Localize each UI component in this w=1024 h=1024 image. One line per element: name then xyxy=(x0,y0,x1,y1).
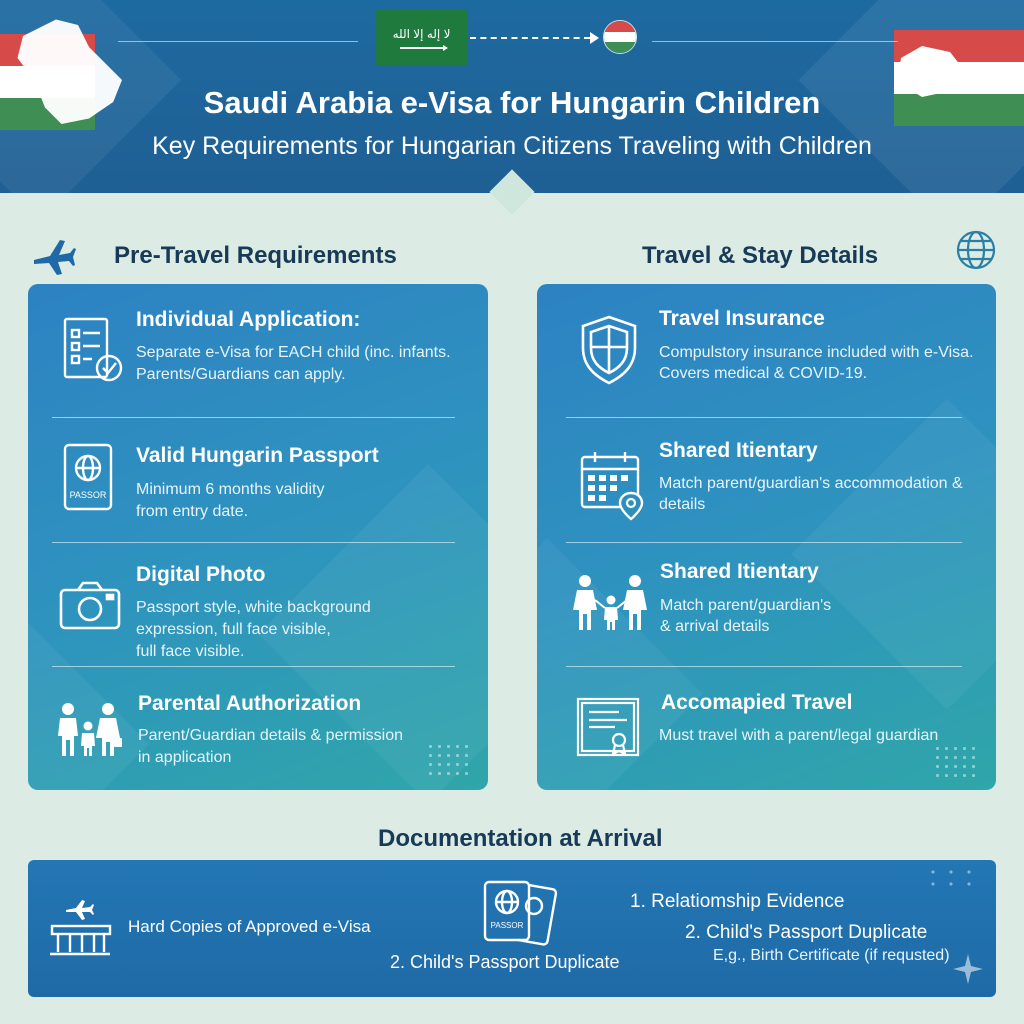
globe-icon xyxy=(955,229,997,271)
item-desc-line: Compulstory insurance included with e-Visa. xyxy=(659,344,974,361)
item-desc-line: details xyxy=(659,496,706,513)
item-desc-line: in application xyxy=(138,749,232,766)
item-title: Parental Authorization xyxy=(138,692,362,715)
family-icon xyxy=(54,702,124,758)
item-title: Shared Itientary xyxy=(660,560,819,583)
dot-pattern xyxy=(924,866,978,890)
travel-stay-panel xyxy=(537,284,996,790)
item-desc-line: Match parent/guardian's accommodation & xyxy=(659,475,963,492)
divider xyxy=(52,666,455,667)
pre-travel-heading: Pre-Travel Requirements xyxy=(114,242,397,269)
item-desc-line: full face visible. xyxy=(136,643,245,660)
dashed-arrow xyxy=(470,37,590,39)
travel-stay-heading: Travel & Stay Details xyxy=(642,242,879,269)
arrival-panel xyxy=(28,860,996,997)
item-desc-line: Separate e-Visa for EACH child (inc. infants. xyxy=(136,344,451,361)
item-desc-line: from entry date. xyxy=(136,503,249,520)
item-title: Travel Insurance xyxy=(659,307,825,330)
passport-stack-icon xyxy=(482,880,558,946)
item-title: Accomapied Travel xyxy=(661,691,853,714)
item-desc-line: Parent/Guardian details & permission xyxy=(138,727,404,744)
passport-duplicate-text: 2. Child's Passport Duplicate xyxy=(390,952,620,972)
child-passport-text: 2. Child's Passport Duplicate xyxy=(685,922,928,943)
relationship-evidence-text: 1. Relatiomship Evidence xyxy=(630,891,845,912)
hungary-flag-circle-icon xyxy=(603,20,637,54)
item-title: Valid Hungarin Passport xyxy=(136,444,379,467)
item-desc-line: Covers medical & COVID-19. xyxy=(659,365,868,382)
passport-icon-label: PASSOR xyxy=(490,921,524,930)
divider xyxy=(566,417,962,418)
arrow-head-icon xyxy=(590,32,599,44)
checklist-icon xyxy=(62,316,124,386)
dot-pattern xyxy=(426,742,470,776)
item-desc-line: Parents/Guardians can apply. xyxy=(136,366,346,383)
item-title: Shared Itientary xyxy=(659,439,818,462)
header-line-right xyxy=(652,41,898,42)
item-title: Digital Photo xyxy=(136,563,266,586)
hard-copies-text: Hard Copies of Approved e-Visa xyxy=(128,917,371,936)
header-line-left xyxy=(118,41,358,42)
divider xyxy=(566,542,962,543)
dot-pattern xyxy=(933,744,977,778)
item-desc-line: Match parent/guardian's xyxy=(660,597,832,614)
arrival-heading: Documentation at Arrival xyxy=(378,825,663,852)
family-icon xyxy=(571,574,651,632)
certificate-icon xyxy=(575,696,641,760)
divider xyxy=(52,417,455,418)
divider xyxy=(52,542,455,543)
sparkle-icon xyxy=(953,954,983,984)
shield-icon xyxy=(579,314,639,386)
airplane-icon xyxy=(32,236,76,276)
item-desc-line: Passport style, white background xyxy=(136,599,371,616)
saudi-flag-text: لا إله إلا الله xyxy=(392,26,451,41)
calendar-location-icon xyxy=(579,449,647,521)
camera-icon xyxy=(58,580,122,632)
passport-icon-label: PASSOR xyxy=(69,490,107,500)
item-title: Individual Application: xyxy=(136,308,361,331)
birth-certificate-text: E,g., Birth Certificate (if requsted) xyxy=(713,947,950,964)
pre-travel-panel xyxy=(28,284,488,790)
item-desc-line: Minimum 6 months validity xyxy=(136,481,325,498)
page-subtitle: Key Requirements for Hungarian Citizens Traveling with Children xyxy=(152,132,872,160)
header-banner xyxy=(0,0,1024,193)
airport-icon xyxy=(48,900,112,962)
item-desc-line: & arrival details xyxy=(660,618,770,635)
item-desc-line: expression, full face visible, xyxy=(136,621,331,638)
saudi-flag-icon xyxy=(375,10,468,65)
passport-icon xyxy=(62,442,116,514)
page-title: Saudi Arabia e-Visa for Hungarin Children xyxy=(203,85,821,120)
divider xyxy=(566,666,962,667)
item-desc-line: Must travel with a parent/legal guardian xyxy=(659,727,939,744)
